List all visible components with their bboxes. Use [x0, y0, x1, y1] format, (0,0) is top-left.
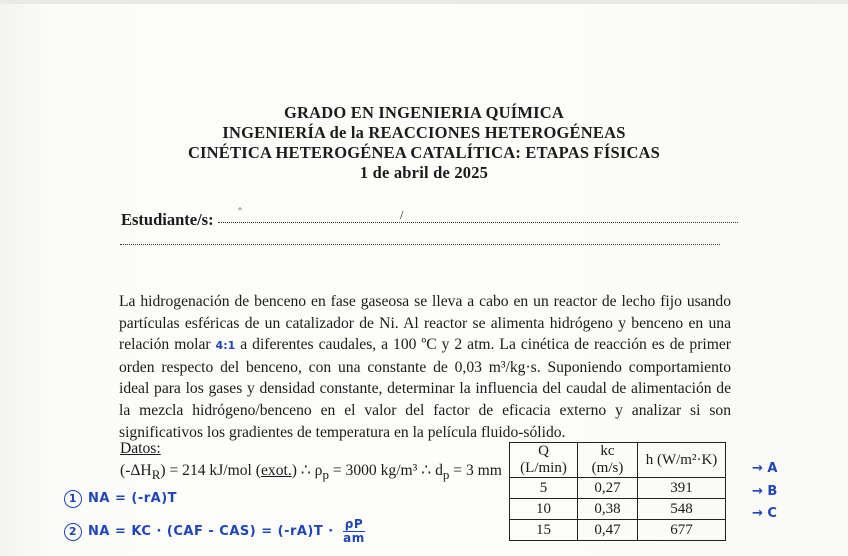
table-row [510, 499, 726, 520]
diameter-value: = 3 mm [449, 462, 502, 479]
table-cell: 15 [510, 520, 578, 541]
student-label: Estudiante/s: [121, 210, 214, 229]
table-header-row [510, 443, 726, 478]
topic-title: CINÉTICA HETEROGÉNEA CATALÍTICA: ETAPAS FÍSICAS [187, 143, 661, 162]
step-2-equation: NA = KC · (CAF - CAS) = (-rA)T · [88, 524, 334, 539]
table-cell: 548 [638, 499, 726, 520]
table-cell: 10 [510, 499, 578, 520]
exam-date: 1 de abril de 2025 [359, 163, 489, 182]
fraction [343, 518, 365, 545]
table-cell: 0,38 [578, 499, 638, 520]
handwritten-ratio: 4:1 [215, 339, 236, 353]
course-title: INGENIERÍA de la REACCIONES HETEROGÉNEAS [222, 123, 626, 142]
table-row [510, 478, 726, 499]
data-line [120, 461, 502, 483]
student-name-line [218, 214, 738, 223]
enthalpy-subscript: R [151, 467, 161, 483]
exothermic-note: exot. [260, 462, 292, 479]
name-scribble: ᐢ [238, 206, 242, 217]
name-scribble: / [400, 210, 404, 221]
statement-part-1: La hidrogenación de benceno en fase gaseosa se lleva a cabo en un reactor de lecho fijo usando partículas esféricas de un catalizador de Ni. Al reactor se alimenta hidrógeno y benceno en una relación molar [119, 293, 731, 354]
table-cell: 0,47 [578, 520, 638, 541]
step-2-number: 2 [64, 523, 82, 541]
statement-part-2: a diferentes caudales, a 100 ºC y 2 atm. La cinética de reacción es de primer orden respecto del benceno, con una constante de 0,03 m³/kg·s. Suponiendo comportamiento ideal para los gases y densidad constante, determinar la influencia del caudal de alimentación de la mezcla hidrógeno/benceno en el valor del factor de eficacia externo y analizar si son significativos los gradientes de temperatura en la película fluido-sólido. [119, 336, 731, 441]
student-name-line-2 [120, 236, 720, 245]
data-heading: Datos: [120, 440, 161, 457]
page-top-edge [0, 0, 848, 4]
handwritten-tag-b: → B [752, 484, 778, 499]
diameter-subscript: p [442, 467, 450, 483]
problem-statement [119, 291, 731, 443]
step-1-number: 1 [64, 490, 82, 508]
header-h: h (W/m²·K) [638, 443, 726, 478]
fraction-denominator: am [343, 531, 365, 545]
handwritten-step-2 [64, 518, 365, 545]
header-kc: kc (m/s) [578, 443, 638, 478]
data-table [509, 442, 726, 541]
fraction-numerator: ρP [344, 517, 364, 531]
table-cell: 5 [510, 478, 578, 499]
table-cell: 0,27 [578, 478, 638, 499]
handwritten-tag-c: → C [752, 506, 777, 521]
handwritten-step-1 [64, 490, 177, 508]
degree-title: GRADO EN INGENIERIA QUÍMICA [284, 103, 564, 122]
table-cell: 677 [638, 520, 726, 541]
step-1-equation: NA = (-rA)T [88, 491, 178, 506]
table-cell: 391 [638, 478, 726, 499]
handwritten-tag-a: → A [752, 461, 778, 476]
table-row [510, 520, 726, 541]
header-q: Q (L/min) [510, 443, 578, 478]
density-subscript: p [322, 467, 329, 483]
enthalpy-label: (-ΔH [120, 462, 152, 479]
enthalpy-value: ) = 214 kJ/mol ( [160, 462, 261, 479]
document-header [0, 103, 848, 183]
density-label: ) ∴ ρ [291, 462, 323, 479]
density-value: = 3000 kg/m³ ∴ d [328, 462, 443, 479]
